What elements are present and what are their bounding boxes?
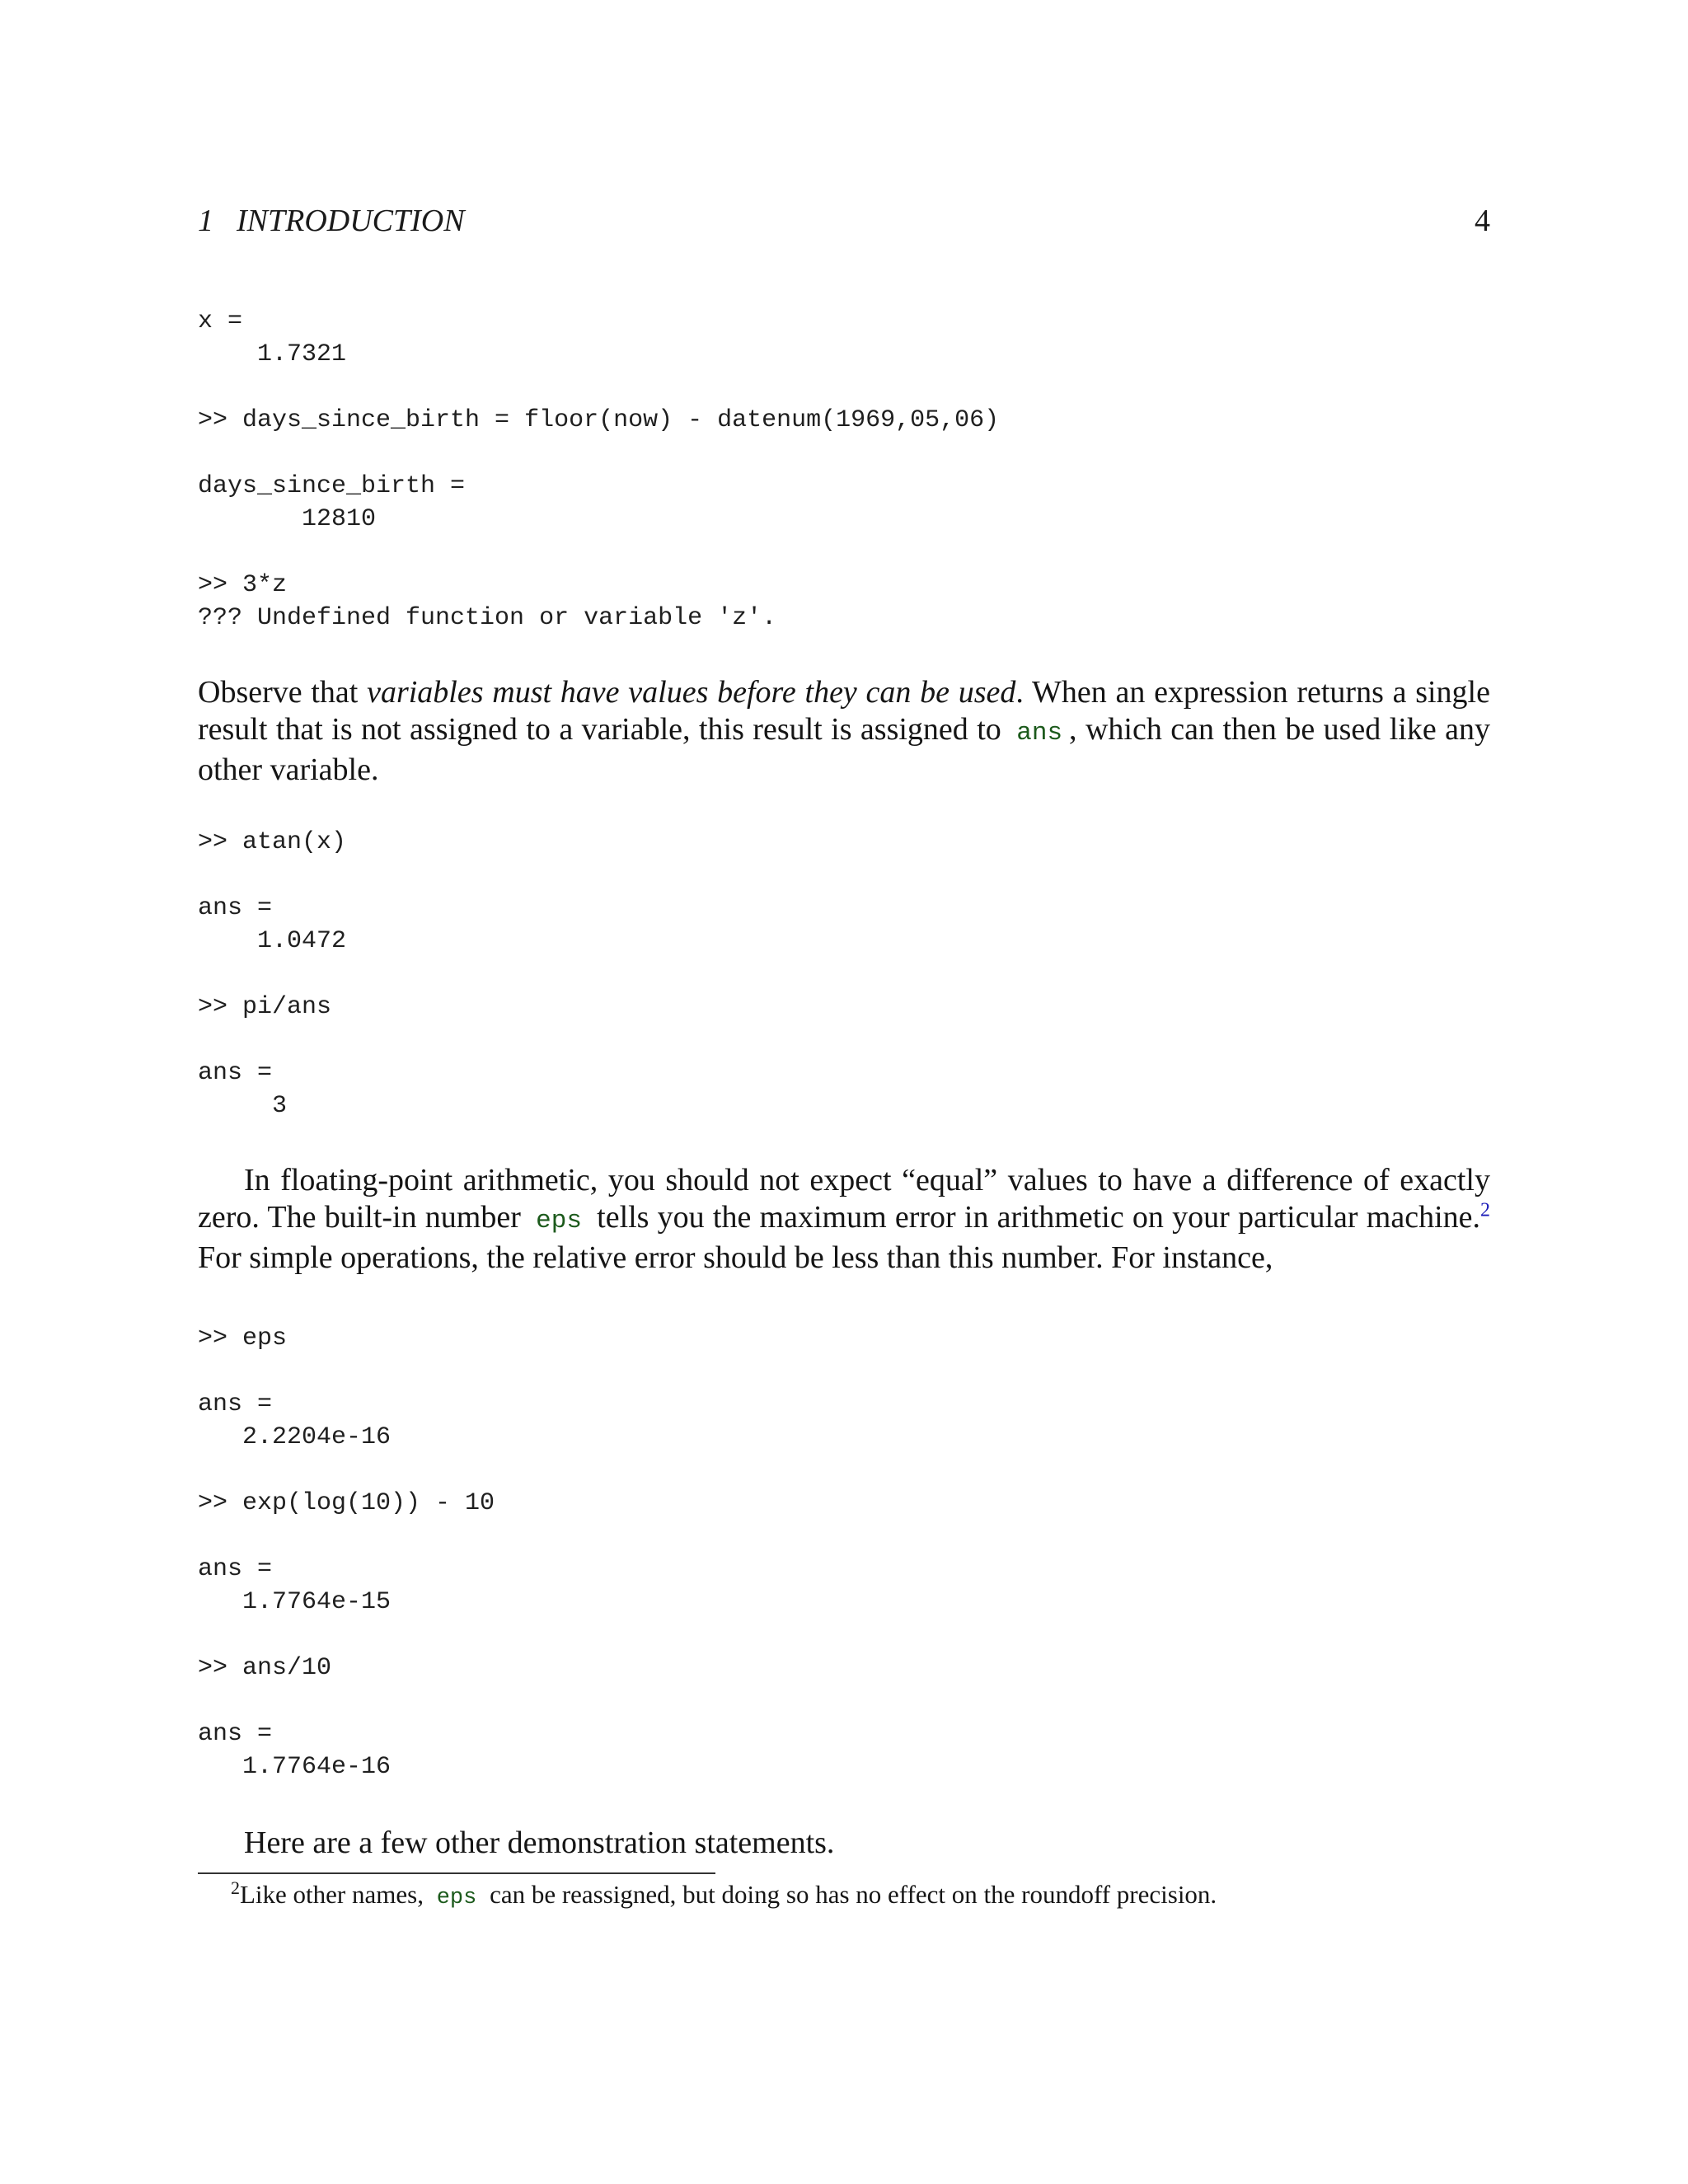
footnote-mark: 2: [231, 1877, 240, 1898]
paragraph-text: . When an expression returns a single result that is not assigned to a variable, this result is assigned to: [198, 675, 1490, 747]
code-block-1: x = 1.7321 >> days_since_birth = floor(now) - datenum(1969,05,06) days_since_birth = 12810 >> 3*z ??? Undefined function or variable 'z'.: [198, 307, 1000, 632]
inline-code-eps: eps: [536, 1207, 582, 1235]
paragraph-text: Here are a few other demonstration statements.: [244, 1825, 835, 1860]
paragraph-text: , which can then be used like any other variable.: [198, 712, 1490, 787]
footnote-reference-link[interactable]: 2: [1480, 1199, 1490, 1221]
paragraph-text: tells you the maximum error in arithmetic on your particular machine.: [597, 1200, 1480, 1235]
page-number: 4: [1475, 204, 1490, 238]
paragraph-text: Observe that: [198, 675, 368, 710]
section-title: INTRODUCTION: [237, 204, 465, 238]
code-block-2: >> atan(x) ans = 1.0472 >> pi/ans ans = 3: [198, 828, 347, 1120]
footnote-text: can be reassigned, but doing so has no effect on the roundoff precision.: [490, 1880, 1217, 1909]
inline-code-eps: eps: [436, 1886, 477, 1910]
emphasis-text: variables must have values before they can be used: [367, 675, 1016, 710]
paragraph-demonstration: [198, 1825, 1490, 1862]
paragraph-floating-point: [198, 1162, 1490, 1277]
paragraph-text: For simple operations, the relative error should be less than this number. For instance,: [198, 1240, 1273, 1275]
footnote-divider: [198, 1872, 715, 1874]
inline-code-ans: ans: [1016, 719, 1063, 748]
section-number: 1: [198, 204, 213, 238]
footnote: [198, 1879, 1490, 1914]
paragraph-text: In floating-point arithmetic, you should not expect “equal” values to have a difference of exactly zero. The built-in number: [198, 1163, 1490, 1235]
paragraph-variables: [198, 674, 1490, 789]
running-header: [198, 204, 1490, 246]
footnote-text: Like other names,: [240, 1880, 424, 1909]
code-block-3: >> eps ans = 2.2204e-16 >> exp(log(10)) - 10 ans = 1.7764e-15 >> ans/10 ans = 1.7764e-16: [198, 1324, 495, 1781]
